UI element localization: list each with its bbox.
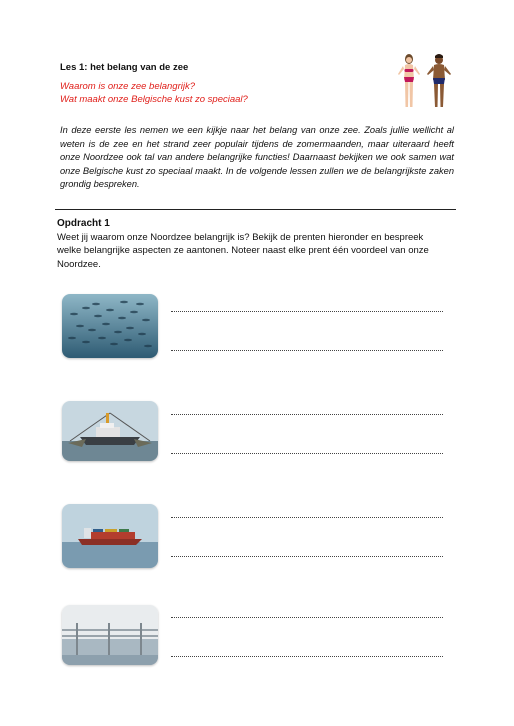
lesson-question-1: Waarom is onze zee belangrijk? (60, 81, 196, 92)
lesson-title: Les 1: het belang van de zee (60, 62, 189, 73)
answer-line[interactable] (171, 617, 443, 618)
image-container-ship (62, 504, 158, 568)
woman-figure (398, 54, 420, 107)
answer-line[interactable] (171, 517, 443, 518)
lesson-intro: In deze eerste les nemen we een kijkje naar het belang van onze zee. Zoals jullie wellicht al weten is de zee en het strand zeer populair tijdens de zomermaanden, maar uiteraard heeft onze Noordzee ook tal van andere belangrijke functies! Daarnaast bekijken we ook samen wat onze Belgische kust zo speciaal maakt. In de volgende lessen zullen we de belangrijkste zaken grondig bespreken. (60, 125, 454, 189)
image-fishing-trawler (62, 401, 158, 461)
answer-line[interactable] (171, 453, 443, 454)
answer-line[interactable] (171, 414, 443, 415)
assignment-heading: Opdracht 1 (57, 218, 110, 229)
answer-line[interactable] (171, 556, 443, 557)
lesson-question-2: Wat maakt onze Belgische kust zo speciaal? (60, 94, 248, 105)
image-seaside-railing (62, 605, 158, 665)
answer-line[interactable] (171, 311, 443, 312)
assignment-text: Weet jij waarom onze Noordzee belangrijk is? Bekijk de prenten hieronder en bespreek welke belangrijke aspecten ze aantonen. Noteer naast elke prent één voordeel van onze Noordzee. (57, 232, 429, 270)
swimmers-illustration (392, 52, 458, 110)
answer-line[interactable] (171, 656, 443, 657)
image-fish-school (62, 294, 158, 358)
man-figure (427, 54, 451, 107)
section-divider (55, 209, 456, 210)
answer-line[interactable] (171, 350, 443, 351)
